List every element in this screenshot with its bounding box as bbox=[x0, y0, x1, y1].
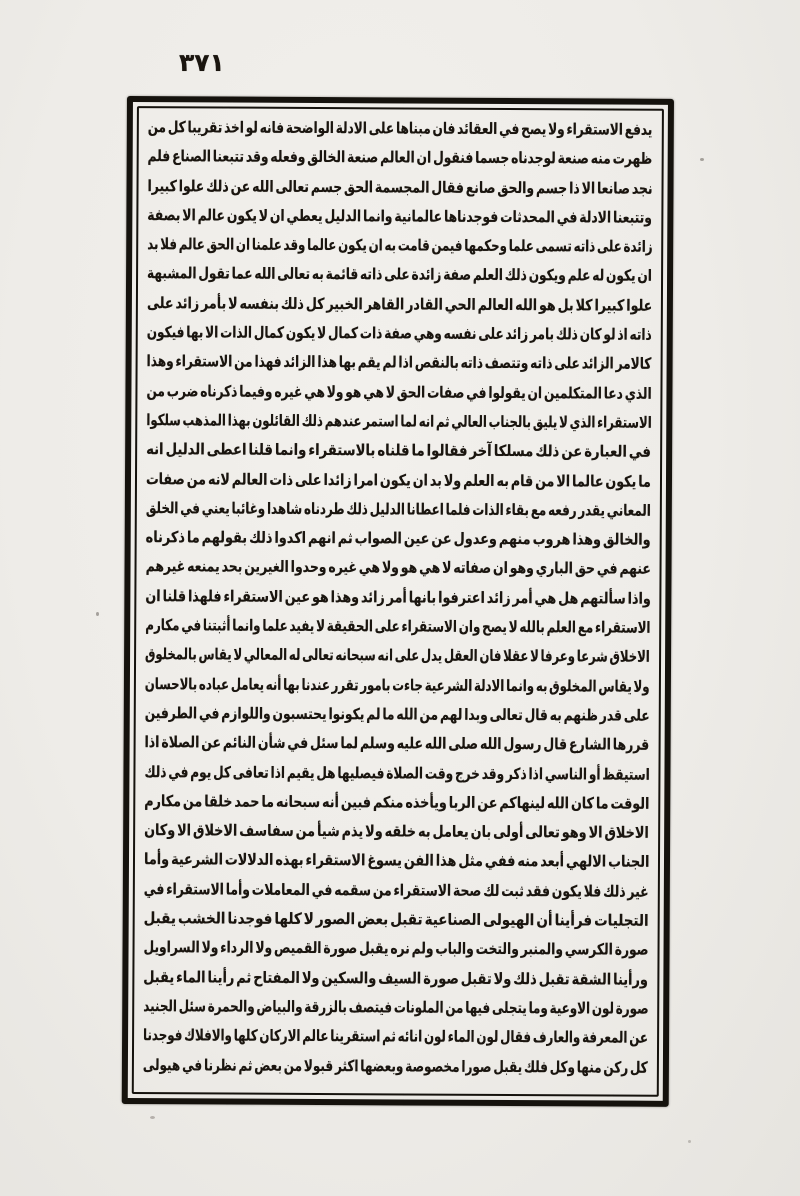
text-line: المعاني يقدر رفعه مع بقاء الذات فلما اعطانا الدليل ذلك طردناه شاهدا وغائبا يعني في الخلق bbox=[145, 498, 651, 520]
text-line: زائدة على ذاته تسمى علما وحكمها فيمن قامت به ان يكون عالما وقد علمنا ان الحق عالم فلا بد bbox=[146, 235, 653, 256]
text-frame-inner-rule bbox=[132, 106, 664, 1097]
text-line: الاستقراء الذي لا يليق بالجناب العالي ثم انه لما استمر عندهم ذلك القائلون بهذا المذهب سلكوا bbox=[145, 411, 652, 432]
text-line: الاخلاق الا وهو تعالى أولى بان يعامل به خلقه ولا يذم شيأ من سفاسف الاخلاق الا وكان bbox=[144, 821, 650, 842]
text-line: الذي دعا المتكلمين ان يقولوا في صفات الحق لا هي هو ولا هي غيره وفيما ذكرناه ضرب من bbox=[146, 381, 652, 403]
text-line: الاخلاق شرعا وعرفا لا عقلا فان العقل يدل على انه سبحانه تعالى له المعالي لا يقاس بالمخلوق bbox=[145, 645, 651, 667]
text-line: على قدر ظنهم به قال تعالى وبدا لهم من الله ما لم يكونوا يحتسبون واللوازم في الطرفين bbox=[144, 704, 650, 725]
scan-speck bbox=[96, 612, 99, 616]
scan-speck bbox=[688, 1140, 691, 1143]
text-line: ورأينا الشقة تقبل ذلك ولا تقبل صورة السيف والسكين ولا المفتاح ثم رأينا الماء يقبل bbox=[143, 967, 649, 989]
text-line: ظهرت منه صنعة لوجدناه جسما فنقول ان العالم صنعة الخالق وفعله وقد تتبعنا الصناع فلم bbox=[148, 147, 653, 169]
text-line: الوقت ما كان الله لينهاكم عن الربا ويأخذه منكم فبين أنه سبحانه ما حمد خلقا من مكارم bbox=[144, 791, 650, 813]
text-line: يدفع الاستقراء ولا يصح في العقائد فان مبناها على الادلة الواضحة فانه لو اخذ تقريبا كل من bbox=[148, 118, 653, 139]
text-line: عن المعرفة والعارف فقال لون الماء لون انائه ثم استقرينا عالم الاركان كلها والافلاك فوجدنا bbox=[143, 1026, 649, 1047]
text-line: صورة الكرسي والمنبر والتخت والباب ولم نره يقبل صورة القميص ولا الرداء ولا السراويل bbox=[143, 938, 649, 960]
scan-speck bbox=[150, 1116, 155, 1119]
text-line: قررها الشارع قال رسول الله صلى الله عليه وسلم لما سئل في شأن النائم عن الصلاة اذا bbox=[144, 733, 650, 754]
text-frame-outer-rule bbox=[122, 96, 674, 1107]
text-line: التجليات فرأينا أن الهيولى الصناعية تقبل بعض الصور لا كلها فوجدنا الخشب يقبل bbox=[143, 909, 649, 930]
text-line: غير ذلك فلا يكون فقد ثبت لك صحة الاستقراء من سقمه في المعاملات وأما الاستقراء في bbox=[144, 879, 649, 901]
text-line: والخالق وهذا هروب منهم وعدول عن عين الصواب ثم انهم اكدوا ذلك بقولهم ما ذكرناه bbox=[145, 528, 651, 549]
page-number: ٣٧١ bbox=[179, 48, 225, 77]
text-line: ذاته اذ لو كان ذلك بامر زائد على نفسه وهي صفة ذات كمال لا يكون كمال الذات الا بها فيكون bbox=[146, 323, 652, 344]
text-lines bbox=[143, 113, 653, 1090]
text-line: عنهم في حق الباري وهو ان صفاته لا هي هو ولا هي غيره وحدوا الغيرين بحد يمنعه غيرهم bbox=[145, 557, 651, 579]
scan-speck bbox=[700, 158, 704, 161]
text-line: واذا سألتهم هل هي أمر زائد اعترفوا بانها أمر زائد وهذا هو عين الاستقراء فلهذا قلنا ان bbox=[144, 586, 651, 608]
text-line: في العبارة عن ذلك مسلكا آخر فقالوا ما قلناه بالاستقراء وانما قلنا اعطى الدليل انه bbox=[146, 440, 652, 462]
text-line: وتتبعنا الادلة في المحدثات فوجدناها عالمانية وانما الدليل يعطي ان لا يكون عالم الا بصفة bbox=[147, 206, 653, 227]
text-line: الاستقراء مع العلم بالله لا يصح وان الاستقراء على الحقيقة لا يفيد علما وانما أثبتنا في مكارم bbox=[144, 616, 651, 637]
text-line: كالامر الزائد على ذاته وتتصف ذاته بالنقص اذا لم يقم بها هذا الزائد فهذا من الاستقراء وهذا bbox=[146, 352, 652, 374]
text-line: ولا يقاس المخلوق به وانما الادلة الشرعية جاءت بامور تقرر عندنا بها أنه يعامل عباده بالاحسان bbox=[145, 674, 650, 696]
text-line: كل ركن منها وكل فلك يقبل صورا مخصوصة وبعضها اكثر قبولا من بعض ثم نظرنا في هيولى bbox=[143, 1055, 648, 1077]
text-line: استيقظ أو الناسي اذا ذكر وقد خرج وقت الصلاة فيصليها هل يقيم اذا تعافى كل يوم في ذلك bbox=[144, 762, 650, 784]
text-line: الجناب الالهي أبعد منه ففي مثل هذا الفن يسوغ الاستقراء بهذه الدلالات الشرعية وأما bbox=[143, 850, 650, 872]
text-line: ان يكون له علم ويكون ذلك العلم صفة زائدة على ذاته قائمة به تعالى الله عما تقول المشبهة bbox=[147, 264, 653, 286]
text-line: ما يكون عالما الا من قام به العلم ولا بد ان يكون امرا زائدا على ذات العالم لانه من صفات bbox=[146, 469, 652, 491]
text-line: صورة لون الاوعية وما يتجلى فيها من الملونات فيتصف بالزرقة والبياض والحمرة سئل الجنيد bbox=[142, 997, 649, 1018]
text-line: نجد صانعا الا ذا جسم والحق صانع فقال المجسمة الحق جسم تعالى الله عن ذلك علوا كبيرا bbox=[147, 176, 653, 198]
text-line: علوا كبيرا كلا بل هو الله العالم الحي القادر القاهر الخبير كل ذلك بنفسه لا بأمر زائد على bbox=[146, 293, 652, 315]
